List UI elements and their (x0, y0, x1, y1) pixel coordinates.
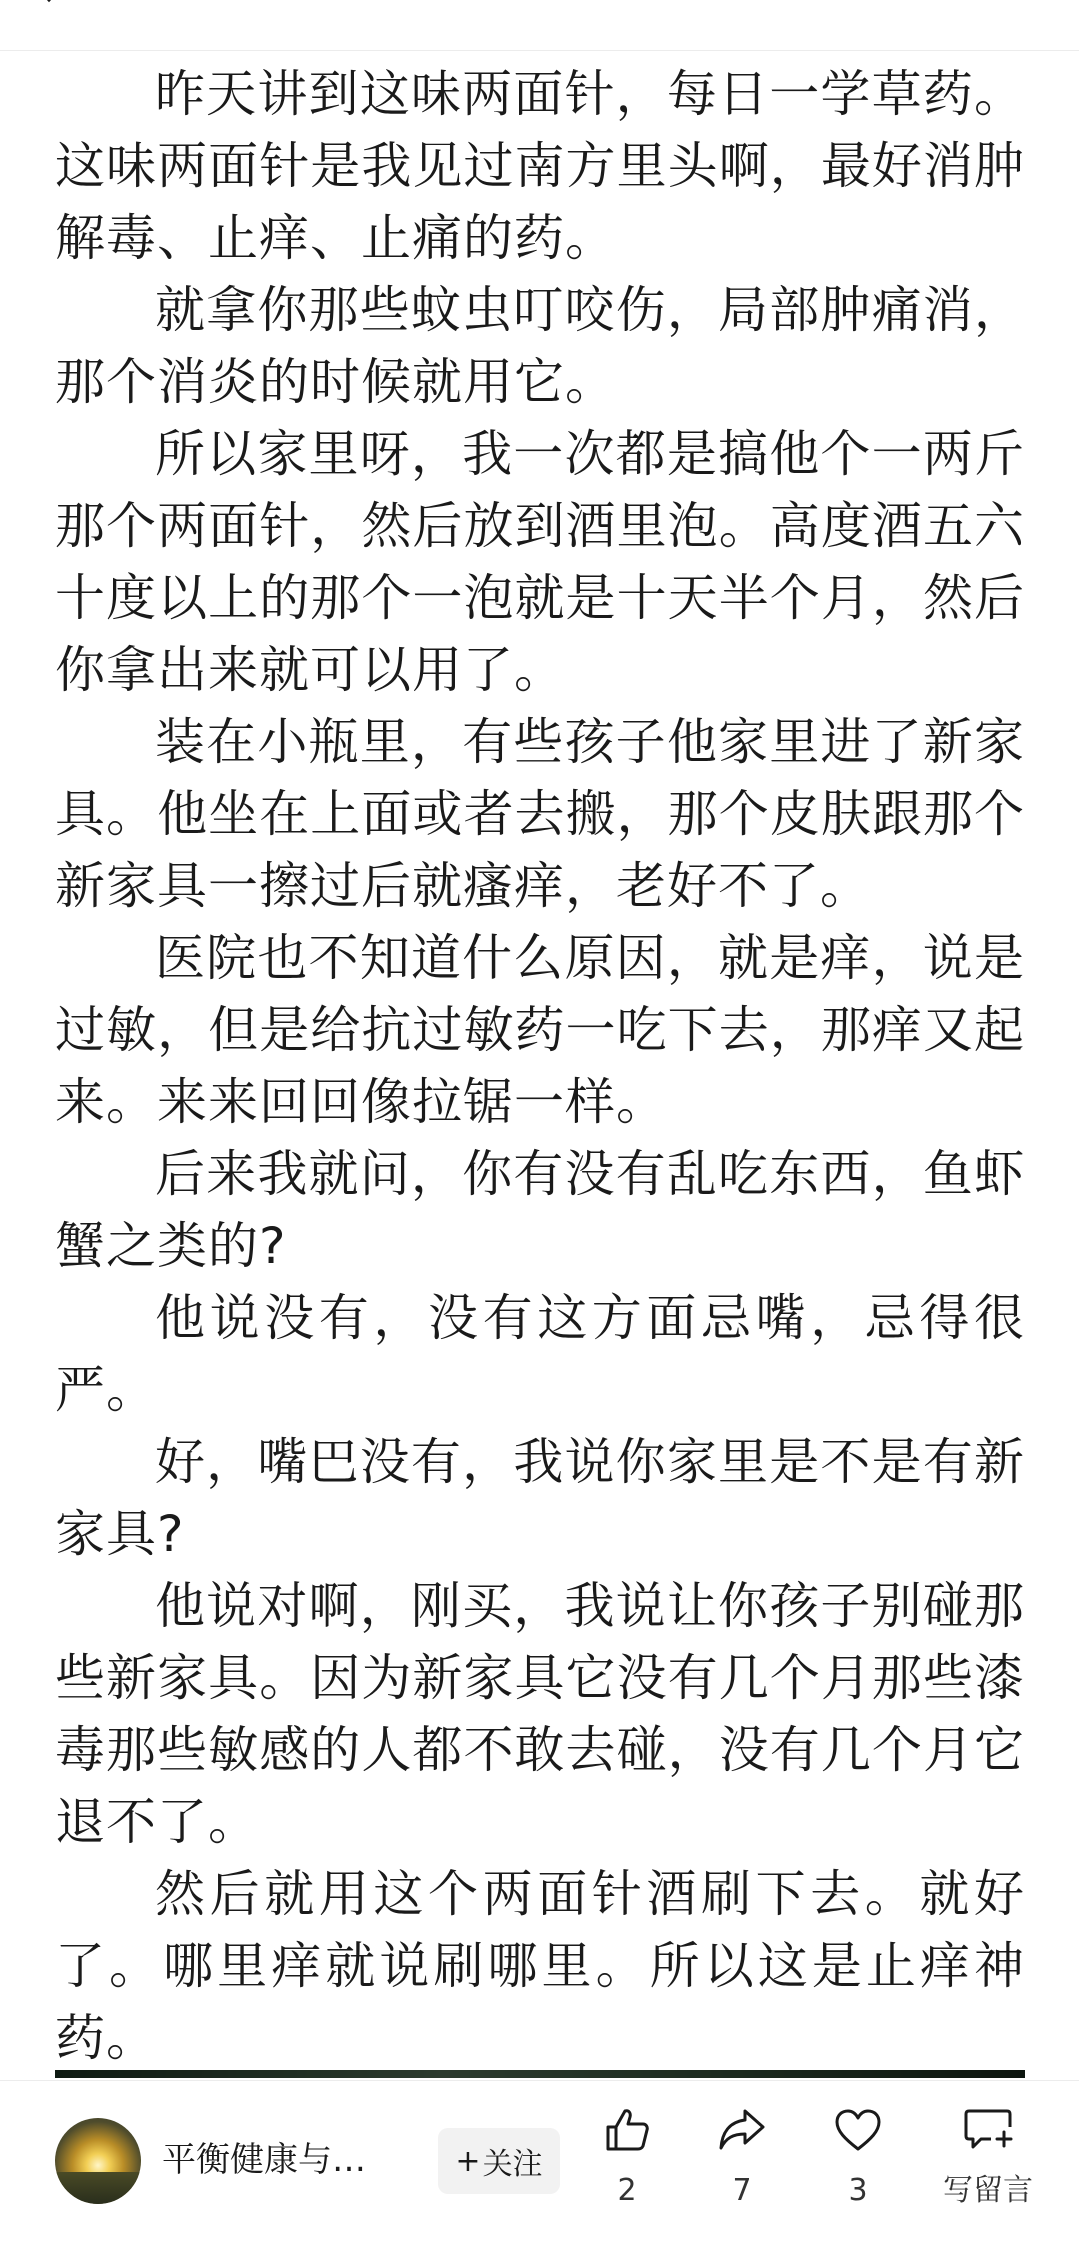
favorite-count: 3 (848, 2173, 868, 2208)
top-bar (0, 0, 1079, 51)
share-count: 7 (732, 2173, 752, 2208)
article-paragraph: 所以家里呀，我一次都是搞他个一两斤那个两面针，然后放到酒里泡。高度酒五六十度以上的那个一泡就是十天半个月，然后你拿出来就可以用了。 (55, 425, 1025, 699)
article-paragraph: 然后就用这个两面针酒刷下去。就好了。哪里痒就说刷哪里。所以这是止痒神药。 (55, 1865, 1025, 2067)
comment-bubble-icon (961, 2103, 1015, 2157)
like-button[interactable] (572, 2103, 682, 2223)
follow-label: 关注 (482, 2147, 543, 2182)
share-button[interactable] (687, 2103, 797, 2223)
article-image-edge (55, 2070, 1025, 2078)
comment-button[interactable] (918, 2103, 1058, 2223)
article-paragraph: 装在小瓶里，有些孩子他家里进了新家具。他坐在上面或者去搬，那个皮肤跟那个新家具一擦过后就瘙痒，老好不了。 (55, 713, 1025, 915)
thumbs-up-icon (600, 2103, 654, 2157)
article-paragraph: 后来我就问，你有没有乱吃东西，鱼虾蟹之类的? (55, 1145, 1025, 1275)
article-paragraph: 他说对啊，刚买，我说让你孩子别碰那些新家具。因为新家具它没有几个月那些漆毒那些敏感的人都不敢去碰，没有几个月它退不了。 (55, 1577, 1025, 1851)
article-paragraph: 就拿你那些蚊虫叮咬伤，局部肿痛消，那个消炎的时候就用它。 (55, 281, 1025, 411)
bottom-action-bar (0, 2080, 1079, 2243)
article-paragraph: 好，嘴巴没有，我说你家里是不是有新家具? (55, 1433, 1025, 1563)
follow-button[interactable] (438, 2128, 560, 2194)
article-paragraph: 他说没有，没有这方面忌嘴，忌得很严。 (55, 1289, 1025, 1419)
heart-icon (831, 2103, 885, 2157)
back-arrow-icon[interactable] (34, 0, 64, 8)
account-avatar[interactable] (55, 2118, 141, 2204)
plus-icon: + (455, 2143, 481, 2179)
favorite-button[interactable] (803, 2103, 913, 2223)
article-paragraph: 医院也不知道什么原因，就是痒，说是过敏，但是给抗过敏药一吃下去，那痒又起来。来来回回像拉锯一样。 (55, 929, 1025, 1131)
like-count: 2 (617, 2173, 637, 2208)
article-paragraph: 昨天讲到这味两面针，每日一学草药。这味两面针是我见过南方里头啊，最好消肿解毒、止痒、止痛的药。 (55, 65, 1025, 267)
comment-label: 写留言 (943, 2173, 1033, 2208)
share-arrow-icon (715, 2103, 769, 2157)
account-name[interactable]: 平衡健康与… (162, 2140, 366, 2180)
article-body (55, 58, 1025, 2074)
